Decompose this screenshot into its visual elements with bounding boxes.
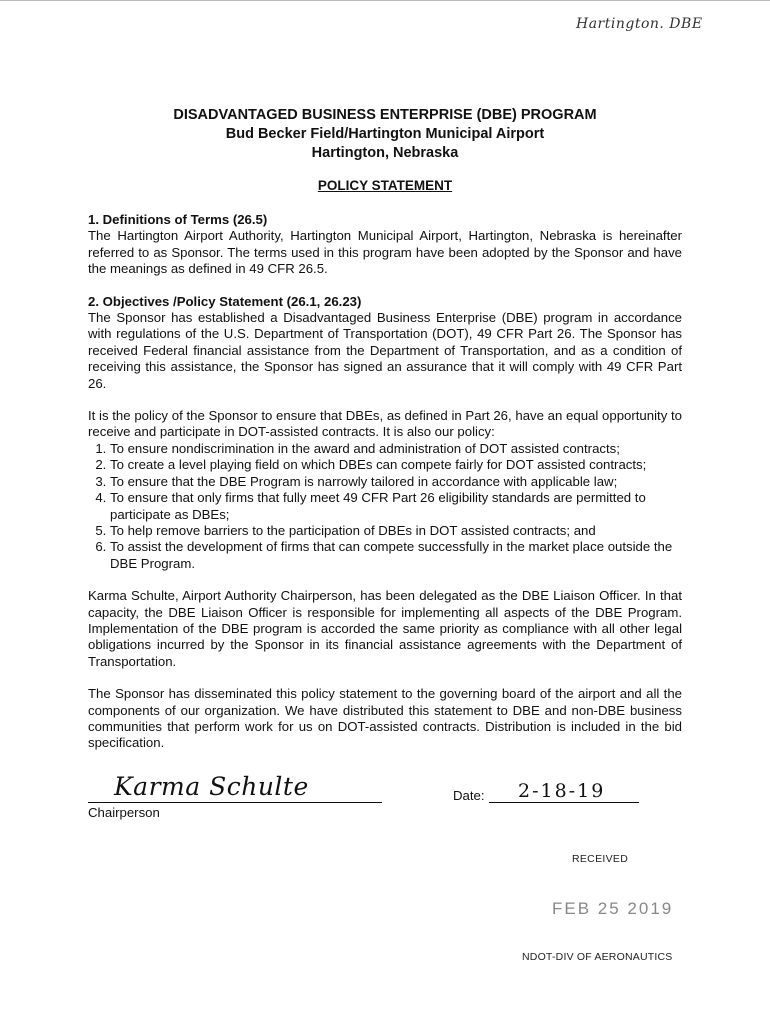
header-location: Hartington, Nebraska [311, 145, 459, 161]
date-line [489, 802, 639, 803]
section-1-title: 1. Definitions of Terms (26.5) [88, 212, 268, 227]
liaison-paragraph: Karma Schulte, Airport Authority Chairperson, has been delegated as the DBE Liaison Officer. In that capacity, the DBE Liaison Officer is responsible for implementing all aspects of the DBE Program. Implementation of the DBE program is accorded the same priority as compliance with all other legal obligations incurred by the Sponsor in its financial assistance agreements with the Department of Transportation. [88, 588, 682, 669]
policy-item: 3. To ensure that the DBE Program is narrowly tailored in accordance with applicable law; [110, 474, 682, 490]
handwritten-annotation: Hartington. DBE [576, 16, 703, 32]
section-1-text: The Hartington Airport Authority, Hartington Municipal Airport, Hartington, Nebraska is hereinafter referred to as Sponsor. The terms used in this program have been adopted by the Sponsor and have the meanings as defined in 49 CFR 26.5. [88, 228, 682, 277]
policy-intro: It is the policy of the Sponsor to ensure that DBEs, as defined in Part 26, have an equal opportunity to receive and participate in DOT-assisted contracts. It is also our policy: [88, 408, 682, 440]
header-title: DISADVANTAGED BUSINESS ENTERPRISE (DBE) PROGRAM [173, 107, 597, 123]
stamp-department: NDOT-DIV OF AERONAUTICS [522, 951, 673, 963]
policy-list [88, 441, 682, 572]
policy-title: POLICY STATEMENT [317, 178, 453, 193]
policy-item: 1. To ensure nondiscrimination in the award and administration of DOT assisted contracts; [110, 441, 682, 457]
header-airport: Bud Becker Field/Hartington Municipal Airport [225, 126, 545, 142]
policy-item: 4. To ensure that only firms that fully meet 49 CFR Part 26 eligibility standards are permitted to participate as DBEs; [110, 490, 682, 523]
received-stamp: RECEIVED [572, 853, 629, 865]
policy-item: 2. To create a level playing field on which DBEs can compete fairly for DOT assisted contracts; [110, 457, 682, 473]
section-2-title: 2. Objectives /Policy Statement (26.1, 26.23) [88, 293, 362, 309]
scan-edge-line [0, 0, 770, 1]
document-body [88, 212, 682, 768]
policy-item: 6. To assist the development of firms that can compete successfully in the market place outside the DBE Program. [110, 539, 682, 572]
section-2-text: The Sponsor has established a Disadvantaged Business Enterprise (DBE) program in accordance with regulations of the U.S. Department of Transportation (DOT), 49 CFR Part 26. The Sponsor has received Federal financial assistance from the Department of Transportation, and as a condition of receiving this assistance, the Sponsor has signed an assurance that it will comply with 49 CFR Part 26. [88, 310, 682, 391]
date-label: Date: [453, 788, 485, 803]
signature-label: Chairperson [88, 805, 160, 820]
signature-line [88, 802, 382, 803]
stamp-date: FEB 25 2019 [552, 899, 674, 918]
policy-item: 5. To help remove barriers to the participation of DBEs in DOT assisted contracts; and [110, 523, 682, 539]
handwritten-signature: Karma Schulte [114, 772, 309, 801]
dissemination-paragraph: The Sponsor has disseminated this policy statement to the governing board of the airport and all the components of our organization. We have distributed this statement to DBE and non-DBE business communities that perform work for us on DOT-assisted contracts. Distribution is included in the bid specification. [88, 686, 682, 751]
handwritten-date: 2-18-19 [518, 780, 606, 802]
document-header [0, 106, 770, 163]
